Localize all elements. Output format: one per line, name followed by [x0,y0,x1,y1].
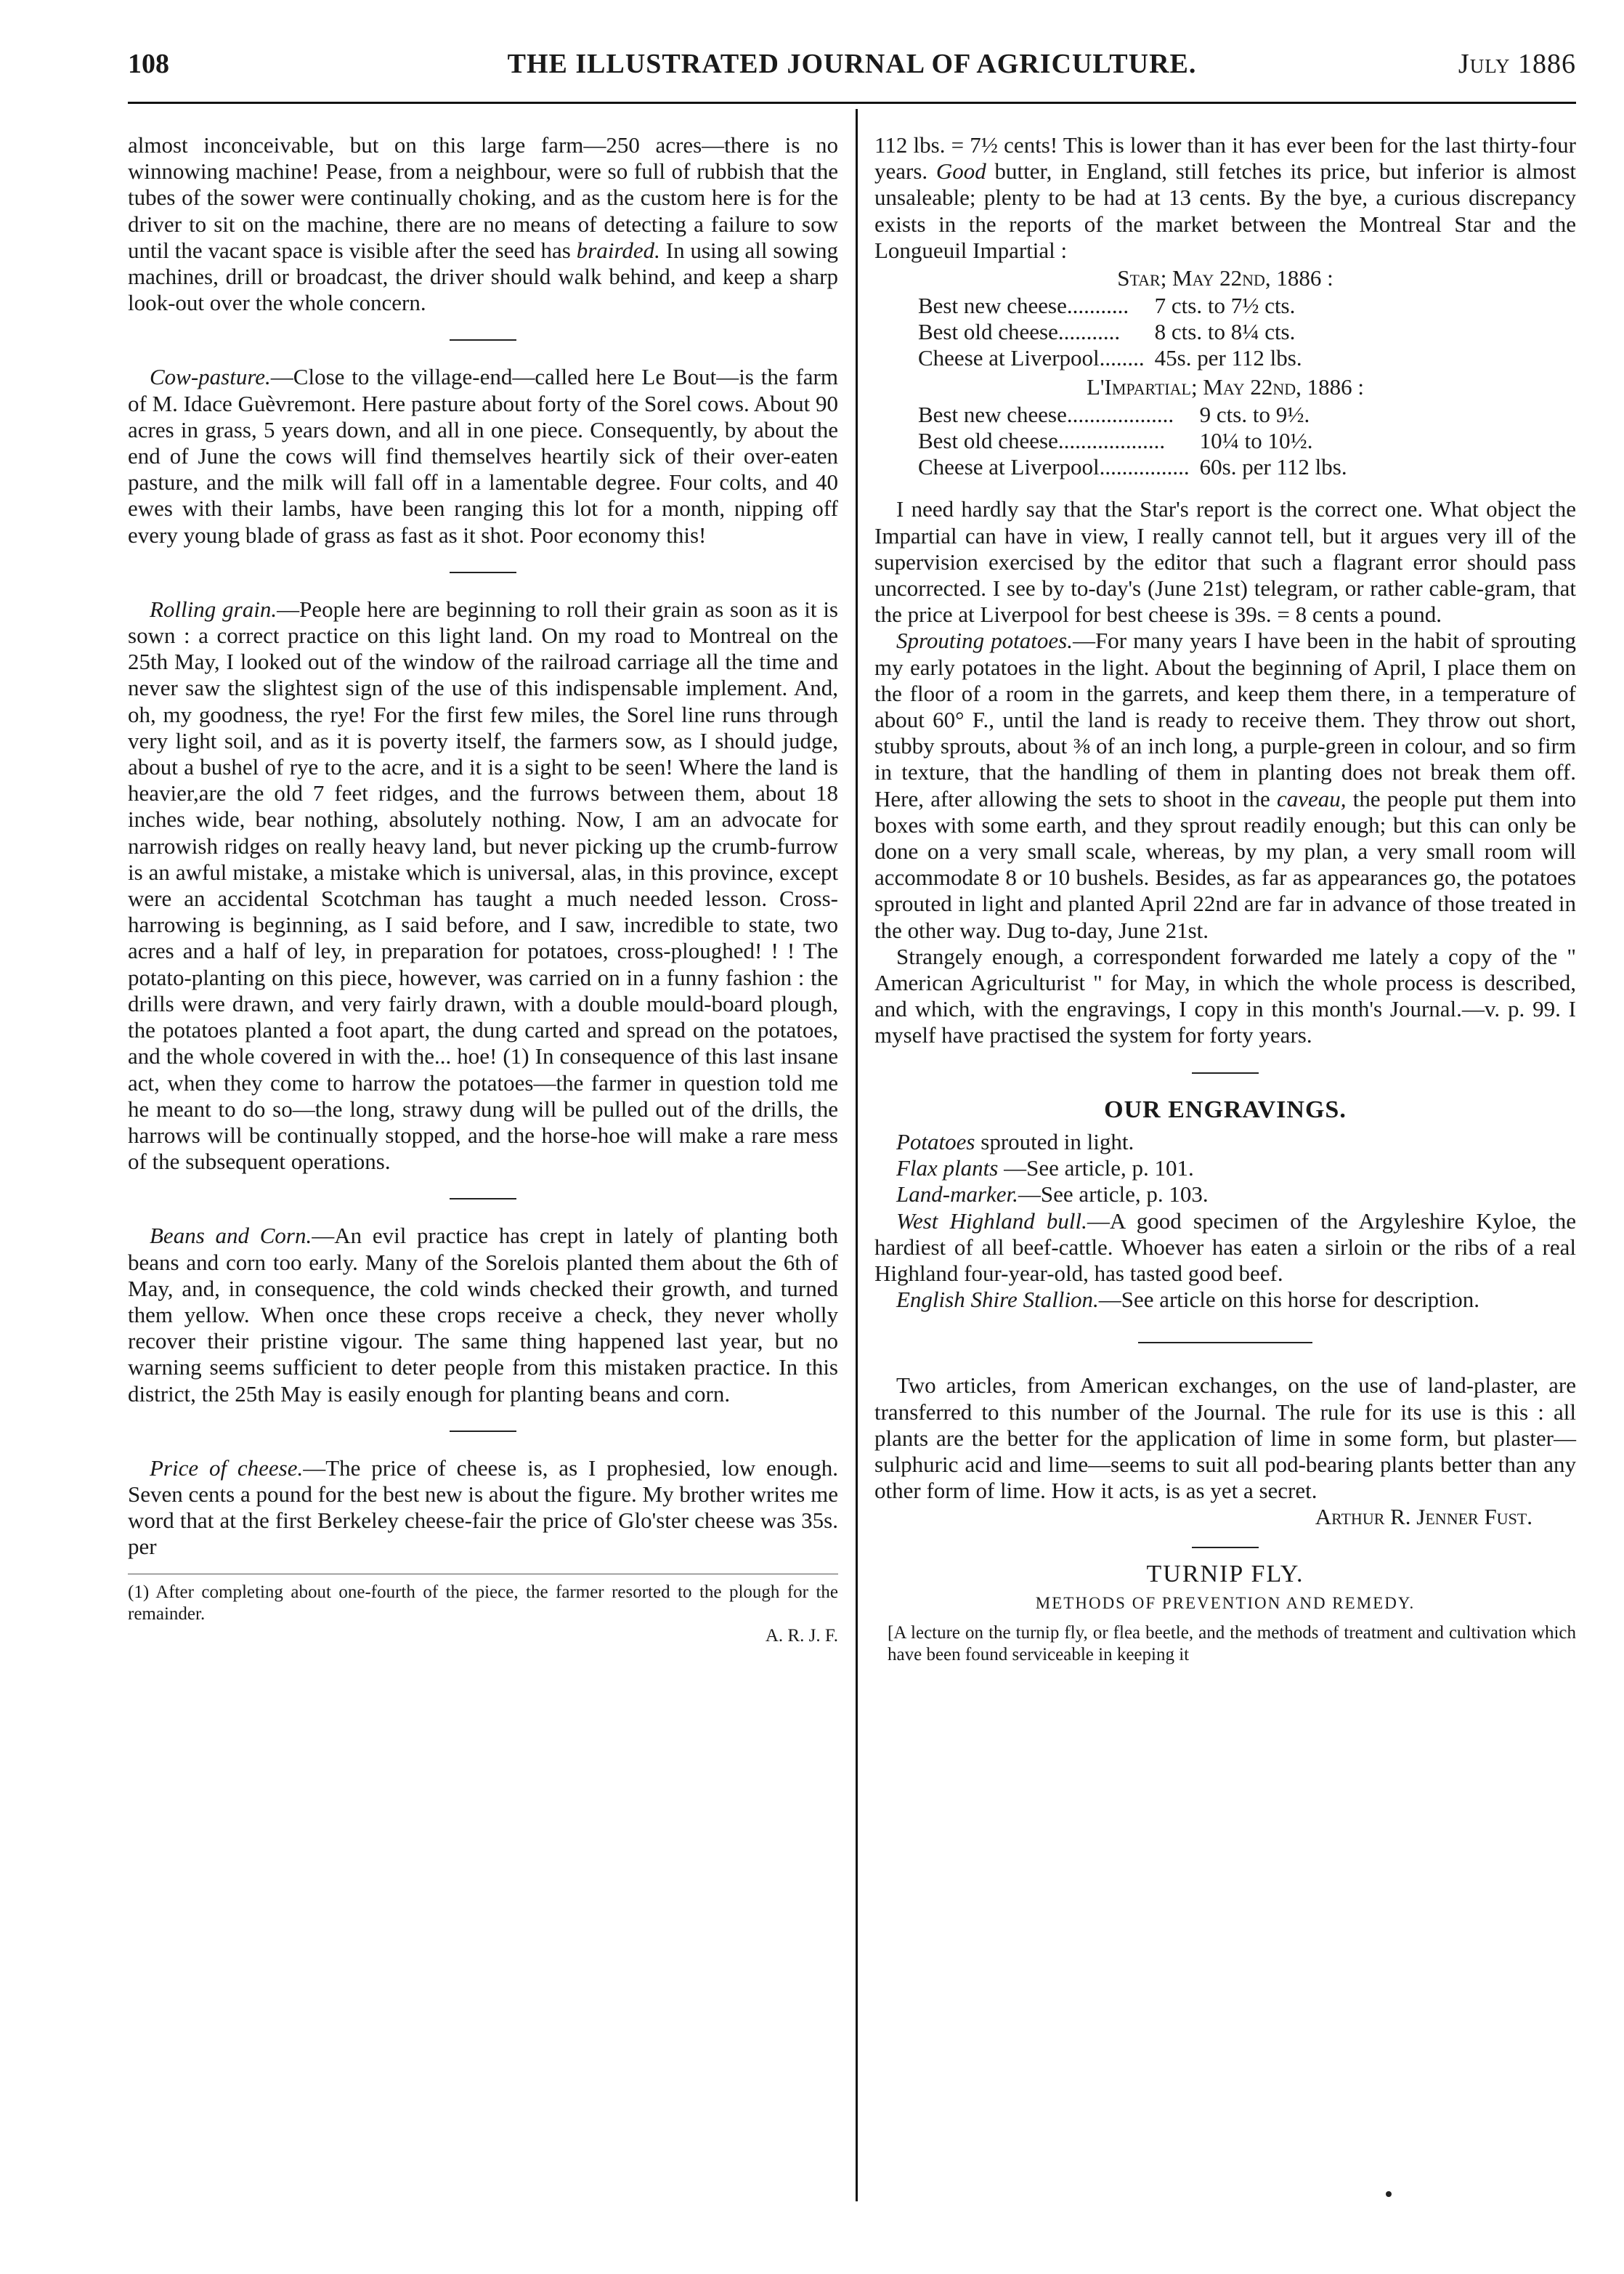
engraving-item: English Shire Stallion.—See article on this horse for description. [896,1287,1479,1313]
beans-corn-heading: Beans and Corn. [150,1223,312,1249]
rolling-grain-paragraph: Rolling grain.—People here are beginning to roll their grain as soon as it is sown : a correct practice on this light land. On my road to Montreal on the 25th May, I looked out of the window of the railroad carriage all the time and never saw the slightest sign of the use of this indispensable implement. And, oh, my goodness, the rye! For the first few miles, the Sorel line runs through very light soil, and as it is poverty itself, the farmers sow, as I should judge, about a bushel of rye to the acre, and it is a sight to be seen! Where the land is heavier,are the old 7 feet ridges, and the furrows between them, about 18 inches wide, bear nothing, absolutely nothing. Now, I am an advocate for narrowish ridges on really heavy land, but never picking up the crumb-furrow is an awful mistake, a mistake which is universal, alas, in this province, except were an accidental Scotchman has taught a much needed lesson. Cross-harrowing is beginning, as I said before, and I saw, incredible to state, two acres and a half of ley, in preparation for potatoes, cross-ploughed! ! ! The potato-planting on this piece, however, was carried on in a funny fashion : the drills were drawn, and very fairly drawn, with a double mould-board plough, the potatoes planted a foot apart, the dung carted and spread on the potatoes, and the whole covered in with the... hoe! (1) In consequence of this last insane act, when they come to harrow the potatoes—the farmer in question told me he meant to do so—the long, strawy dung will be pulled out of the drills, the harrows will be continually stopped, and the horse-hoe will make a rare mess of the subsequent operations. [128,596,838,1175]
market-item: Best new cheese........... [918,293,1129,319]
author-signature: Arthur R. Jenner Fust. [1315,1504,1532,1530]
impartial-market-table [918,402,1357,480]
turnip-fly-subtitle: METHODS OF PREVENTION AND REMEDY. [1035,1593,1416,1612]
cow-pasture-paragraph: Cow-pasture.—Close to the village-end—called here Le Bout—is the farm of M. Idace Guèvremont. Here pasture about forty of the Sorel cows. About 90 acres in grass, 5 years down, and all in one piece. Consequently, by about the end of June the cows will find themselves heartily sick of their over-eaten pasture, and the milk will fall off in a lamentable degree. Four colts, and 40 ewes with their lambs, have been ranging this lot for a month, nipping off every young blade of grass as fast as it shot. Poor economy this! [128,364,838,548]
turnip-fly-lead: [A lecture on the turnip fly, or flea beetle, and the methods of treatment and cultivation which have been found serviceable in keeping it [888,1622,1576,1664]
market-row [918,319,1312,345]
market-price: 9 cts. to 9½. [1199,402,1310,428]
header-rule [128,102,1576,104]
issue-date: July 1886 [1458,49,1576,79]
price-cheese-paragraph: Price of cheese.—The price of cheese is, as I prophesied, low enough. Seven cents a pound for the best new is about the figure. My brother writes me word that at the first Berkeley cheese-fair the price of Glo'ster cheese was 35s. per [128,1454,838,1560]
market-row [918,402,1357,428]
cheese-continued-paragraph: 112 lbs. = 7½ cents! This is lower than it has ever been for the last thirty-four years. Good butter, in England, still fetches its price, but inferior is almost unsaleable; plenty to be had at 13 cents. By the bye, a curious discrepancy exists in the reports of the market between the Montreal Star and the Longueuil Impartial : [874,132,1576,263]
column-divider [856,109,858,2201]
left-column [128,132,838,1647]
engraving-item: Land-marker.—See article, p. 103. [896,1181,1209,1207]
market-item: Cheese at Liverpool........ [918,345,1145,371]
market-row [918,454,1357,480]
engraving-item: West Highland bull.—A good specimen of the Argyleshire Kyloe, the hardiest of all beef-cattle. Whoever has eaten a sirloin or the ribs of a real Highland four-year-old, has tasted good beef. [874,1207,1576,1286]
star-market-table [918,293,1312,371]
market-item: Best old cheese................... [918,428,1166,454]
market-item: Cheese at Liverpool................ [918,454,1190,480]
star-report-heading: Star; May 22nd, 1886 : [1117,265,1333,291]
page-header [128,45,1576,86]
market-price: 10¼ to 10½. [1199,428,1313,454]
star-correct-paragraph: I need hardly say that the Star's report is the correct one. What object the Impartial can have in view, I really cannot tell, but it argues very ill of the supervision exercised by the editor that such a flagrant error should pass uncorrected. I see by to-day's (June 21st) telegram, or rather cable-gram, that the price at Liverpool for best cheese is 39s. = 8 cents a pound. [874,496,1576,628]
land-plaster-paragraph: Two articles, from American exchanges, on the use of land-plaster, are transferred to this number of the Journal. The rule for its use is this : all plants are the better for the application of lime in some form, but plaster—sulphuric acid and lime—seems to suit all pod-bearing plants better than any other form of lime. How it acts, is as yet a secret. [874,1372,1576,1504]
section-separator [450,1431,516,1432]
market-price: 45s. per 112 lbs. [1154,345,1302,371]
market-row [918,345,1312,371]
page-number: 108 [128,49,169,79]
sprouting-potatoes-heading: Sprouting potatoes. [896,628,1073,654]
right-column [874,132,1576,1666]
market-price: 7 cts. to 7½ cts. [1154,293,1296,319]
market-price: 8 cts. to 8¼ cts. [1154,319,1296,345]
print-mark [1386,2191,1392,2197]
section-separator [450,572,516,573]
market-row [918,293,1312,319]
section-separator [450,1198,516,1199]
rolling-grain-heading: Rolling grain. [150,596,277,622]
impartial-report-heading: L'Impartial; May 22nd, 1886 : [1086,374,1365,400]
engraving-item: Flax plants —See article, p. 101. [896,1155,1194,1181]
market-row [918,428,1357,454]
footnote-signature: A. R. J. F. [765,1625,838,1646]
journal-title: THE ILLUSTRATED JOURNAL OF AGRICULTURE. [507,49,1197,79]
cow-pasture-heading: Cow-pasture. [150,364,271,390]
sprouting-potatoes-paragraph: Sprouting potatoes.—For many years I have been in the habit of sprouting my early potatoes in the light. About the beginning of April, I place them on the floor of a room in the garrets, and keep them there, in a temperature of about 60° F., until the land is ready to receive them. They throw out short, stubby sprouts, about ⅜ of an inch long, a purple-green in colour, and so firm in texture, that the handling of them in planting does not break them off. Here, after allowing the sets to shoot in the caveau, the people put them into boxes with some earth, and they sprout readily enough; but this can only be done on a very small scale, whereas, by my plan, a very small room will accommodate 8 or 10 bushels. Besides, as far as appearances go, the potatoes sprouted in light and planted April 22nd are far in advance of those treated in the other way. Dug to-day, June 21st. [874,628,1577,943]
engraving-item: Potatoes sprouted in light. [896,1128,1134,1154]
section-separator [1138,1342,1312,1343]
market-price: 60s. per 112 lbs. [1199,454,1347,480]
section-separator [450,339,516,341]
turnip-fly-title: TURNIP FLY. [1146,1560,1304,1587]
our-engravings-heading: OUR ENGRAVINGS. [1104,1096,1347,1123]
market-item: Best old cheese........... [918,319,1121,345]
intro-paragraph: almost inconceivable, but on this large farm—250 acres—there is no winnowing machine! Pease, from a neighbour, were so full of rubbish that the tubes of the sower were continually choking, and as the custom here is for the driver to sit on the machine, there are no means of detecting a failure to sow until the vacant space is visible after the seed has brairded. In using all sowing machines, drill or broadcast, the driver should walk behind, and keep a sharp look-out over the whole concern. [128,132,838,316]
section-separator [1192,1072,1259,1074]
market-item: Best new cheese................... [918,402,1174,428]
section-separator [1192,1547,1259,1548]
footnote: (1) After completing about one-fourth of the piece, the farmer resorted to the plough for the remainder. A. R. J. F. [128,1582,838,1646]
strangely-enough-paragraph: Strangely enough, a correspondent forwarded me lately a copy of the " American Agriculturist " for May, in which the whole process is described, and which, with the engravings, I copy in this month's Journal.—v. p. 99. I myself have practised the system for forty years. [874,943,1576,1048]
price-cheese-heading: Price of cheese. [150,1454,304,1481]
beans-corn-paragraph: Beans and Corn.—An evil practice has crept in lately of planting both beans and corn too early. Many of the Sorelois planted them about the 6th of May, and, in consequence, the cold winds checked their growth, and turned them yellow. When once these crops receive a check, they never wholly recover their pristine vigour. The same thing happened last year, but no warning seems sufficient to deter people from this mistaken practice. In this district, the 25th May is easily enough for planting beans and corn. [128,1223,839,1407]
